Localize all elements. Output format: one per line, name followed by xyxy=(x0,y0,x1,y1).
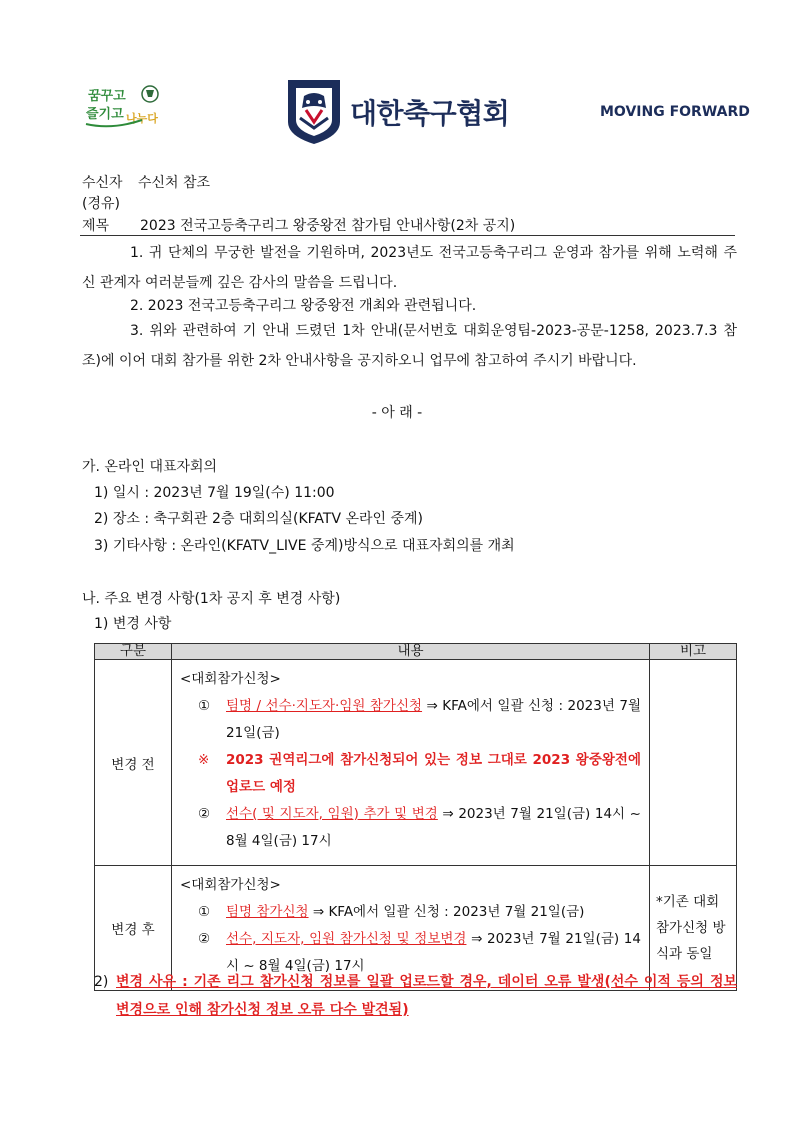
subject-label: 제목 xyxy=(82,218,110,234)
before-item-1-highlight: 팀명 / 선수·지도자·임원 참가신청 xyxy=(226,698,423,714)
before-item-2: ② 선수( 및 지도자, 임원) 추가 및 변경 ⇒ 2023년 7월 21일(금) 14시 ~ 8월 4일(금) 17시 xyxy=(198,806,641,849)
recipient-label: 수신자 xyxy=(82,175,123,191)
before-note-text: 2023 권역리그에 참가신청되어 있는 정보 그대로 2023 왕중왕전에 업로드 예정 xyxy=(226,752,641,795)
table-header-row xyxy=(95,644,737,660)
after-heading: <대회참가신청> xyxy=(180,877,281,893)
change-reason-number: 2) xyxy=(94,974,109,990)
title-rule xyxy=(80,235,735,236)
after-item-1-rest: ⇒ KFA에서 일괄 신청 : 2023년 7월 21일(금) xyxy=(308,904,585,920)
paragraph-1: 1. 귀 단체의 무궁한 발전을 기원하며, 2023년도 전국고등축구리그 운영과 참가를 위해 노력해 주신 관계자 여러분들께 깊은 감사의 말씀을 드립니다. xyxy=(82,245,737,291)
after-item-2-rest: ⇒ 2023년 7월 21일(금) 14시 ~ 8월 4일(금) 17시 xyxy=(226,931,641,974)
before-item-1: ① 팀명 / 선수·지도자·임원 참가신청 ⇒ KFA에서 일괄 신청 : 2023년 7월 21일(금) xyxy=(198,698,641,741)
svg-text:나누다: 나누다 xyxy=(126,112,158,125)
before-item-2-highlight: 선수( 및 지도자, 임원) 추가 및 변경 xyxy=(226,806,438,822)
before-item-1-rest: ⇒ KFA에서 일괄 신청 : 2023년 7월 21일(금) xyxy=(226,698,641,741)
before-heading: <대회참가신청> xyxy=(180,671,281,687)
section-b-title: 나. 주요 변경 사항(1차 공지 후 변경 사항) xyxy=(82,591,341,607)
before-item-2-rest: ⇒ 2023년 7월 21일(금) 14시 ~ 8월 4일(금) 17시 xyxy=(226,806,641,849)
after-item-2: ② 선수, 지도자, 임원 참가신청 및 정보변경 ⇒ 2023년 7월 21일(금) 14시 ~ 8월 4일(금) 17시 xyxy=(198,931,641,974)
row-before-remark xyxy=(650,660,737,866)
section-a-item-2: 2) 장소 : 축구회관 2층 대회의실(KFATV 온라인 중계) xyxy=(94,511,424,527)
row-after-label: 변경 후 xyxy=(95,866,172,991)
org-name: 대한축구협회 xyxy=(350,97,510,130)
header-remark: 비고 xyxy=(650,644,737,660)
after-item-1: ① 팀명 참가신청 ⇒ KFA에서 일괄 신청 : 2023년 7월 21일(금) xyxy=(198,904,585,920)
org-motto: MOVING FORWARD xyxy=(600,104,750,120)
table-row-before xyxy=(95,660,737,866)
before-note: ※ 2023 권역리그에 참가신청되어 있는 정보 그대로 2023 왕중왕전에 업로드 예정 xyxy=(180,747,641,801)
header-category: 구분 xyxy=(95,644,172,660)
header-content: 내용 xyxy=(172,644,650,660)
recipient-value: 수신처 참조 xyxy=(138,175,211,191)
change-reason xyxy=(94,968,737,1024)
changes-table xyxy=(94,643,737,991)
paragraph-3: 3. 위와 관련하여 기 안내 드렸던 1차 안내(문서번호 대회운영팀-2023-공문-1258, 2023.7.3 참조)에 이어 대회 참가를 위한 2차 안내사항을 공지하오니 업무에 참고하여 주시기 바랍니다. xyxy=(82,323,737,369)
section-a-item-3: 3) 기타사항 : 온라인(KFATV_LIVE 중계)방식으로 대표자회의를 개최 xyxy=(94,538,515,554)
section-b-sub1: 1) 변경 사항 xyxy=(94,616,172,632)
row-before-label: 변경 전 xyxy=(95,660,172,866)
after-remark-text: *기존 대회 참가신청 방식과 동일 xyxy=(656,894,726,962)
paragraph-2: 2. 2023 전국고등축구리그 왕중왕전 개최와 관련됩니다. xyxy=(130,298,477,314)
svg-text:즐기고: 즐기고 xyxy=(86,107,124,122)
kfa-emblem xyxy=(284,78,344,146)
change-reason-text: 변경 사유 : 기존 리그 참가신청 정보를 일괄 업로드할 경우, 데이터 오류 발생(선수 이적 등의 정보 변경으로 인해 참가신청 정보 오류 다수 발견됨) xyxy=(116,974,737,1018)
row-before-content xyxy=(172,660,650,866)
section-a-title: 가. 온라인 대표자회의 xyxy=(82,459,218,475)
after-item-2-highlight: 선수, 지도자, 임원 참가신청 및 정보변경 xyxy=(226,931,467,947)
subject-value: 2023 전국고등축구리그 왕중왕전 참가팀 안내사항(2차 공지) xyxy=(140,218,516,234)
via-label: (경유) xyxy=(82,196,120,212)
svg-text:꿈꾸고: 꿈꾸고 xyxy=(88,89,126,104)
after-item-1-highlight: 팀명 참가신청 xyxy=(226,904,309,920)
below-marker: - 아 래 - xyxy=(371,405,423,421)
section-a-item-1: 1) 일시 : 2023년 7월 19일(수) 11:00 xyxy=(94,485,335,501)
slogan-logo xyxy=(82,80,162,130)
